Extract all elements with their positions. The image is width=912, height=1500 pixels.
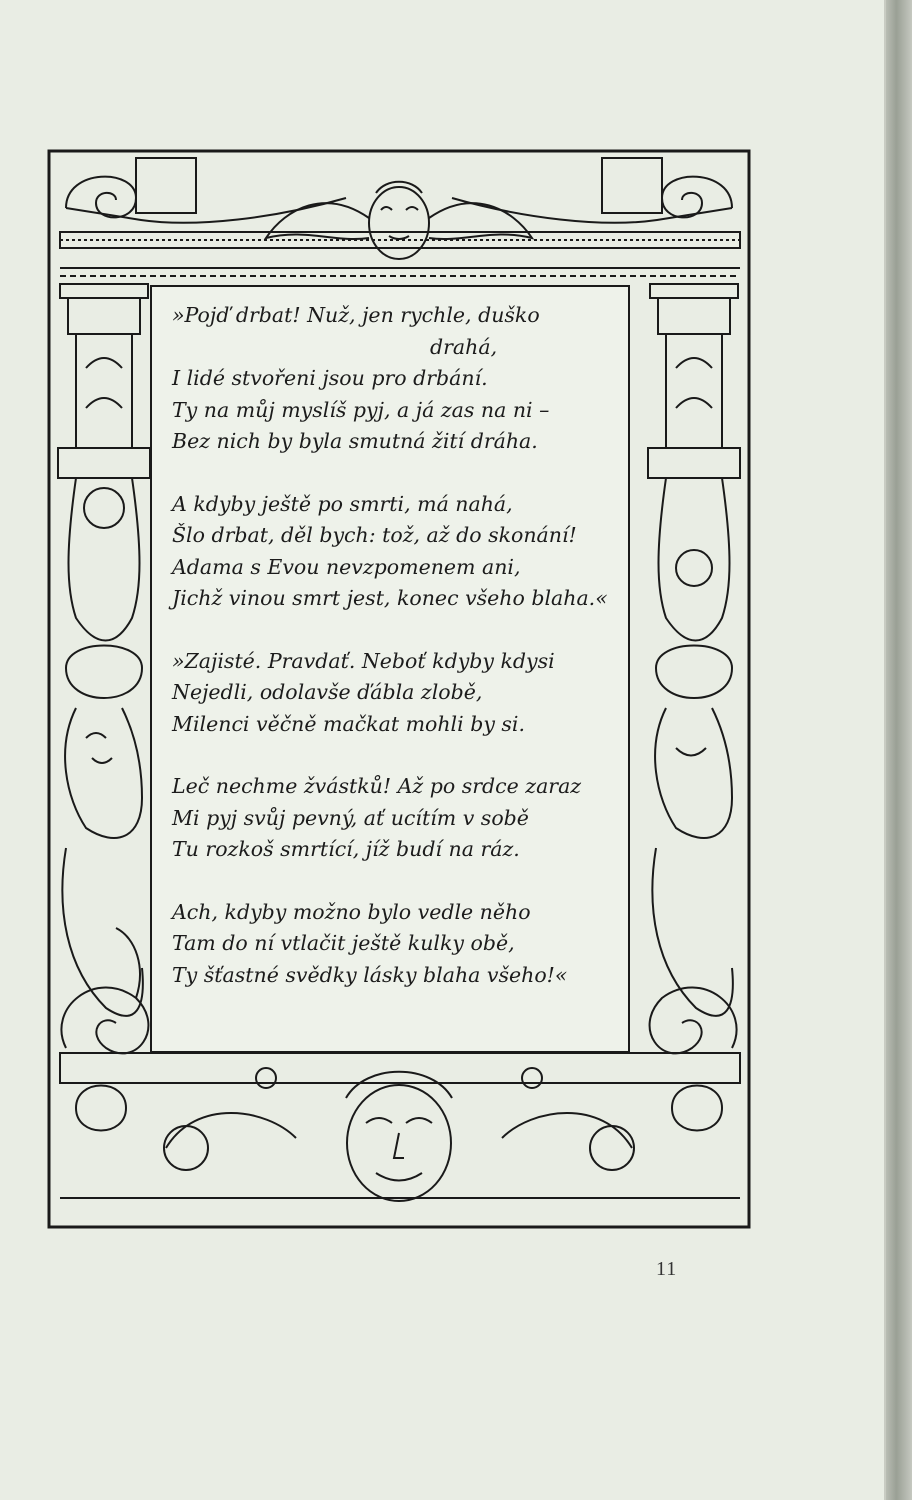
- poem-line: Jichž vinou smrt jest, konec všeho blaha.«: [172, 586, 608, 610]
- poem-line: Bez nich by byla smutná žití dráha.: [172, 429, 538, 453]
- poem-line: »Pojď drbat! Nuž, jen rychle, duško: [172, 303, 540, 327]
- poem-line: Tu rozkoš smrtící, jíž budí na ráz.: [172, 837, 520, 861]
- stanza-2: [172, 489, 632, 615]
- poem-line: Tam do ní vtlačit ještě kulky obě,: [172, 931, 515, 955]
- stanza-1: [172, 300, 632, 458]
- poem-line: Ach, kdyby možno bylo vedle něho: [172, 899, 531, 924]
- poem-line: »Zajisté. Pravdať. Neboť kdyby kdysi: [172, 648, 555, 673]
- poem-line: Nejedli, odolavše ďábla zlobě,: [172, 680, 483, 704]
- poem-line: Šlo drbat, děl bych: tož, až do skonání!: [172, 523, 577, 547]
- poem-line: A kdyby ještě po smrti, má nahá,: [172, 491, 513, 516]
- poem-line: drahá,: [430, 334, 498, 359]
- poem-line: Mi pyj svůj pevný, ať ucítím v sobě: [172, 805, 529, 830]
- poem: [172, 300, 632, 1022]
- stanza-5: [172, 897, 632, 992]
- page-edge: [886, 0, 912, 1500]
- poem-line: Adama s Evou nevzpomenem ani,: [172, 554, 521, 579]
- poem-line: I lidé stvořeni jsou pro drbání.: [172, 366, 488, 390]
- poem-line: Milenci věčně mačkat mohli by si.: [172, 711, 526, 736]
- poem-line: Ty šťastné svědky lásky blaha všeho!«: [172, 962, 568, 987]
- page-number: 11: [656, 1258, 678, 1280]
- stanza-3: [172, 646, 632, 741]
- poem-line: Ty na můj myslíš pyj, a já zas na ni –: [172, 397, 550, 422]
- stanza-4: [172, 771, 632, 866]
- poem-line: Leč nechme žvástků! Až po srdce zaraz: [172, 774, 582, 798]
